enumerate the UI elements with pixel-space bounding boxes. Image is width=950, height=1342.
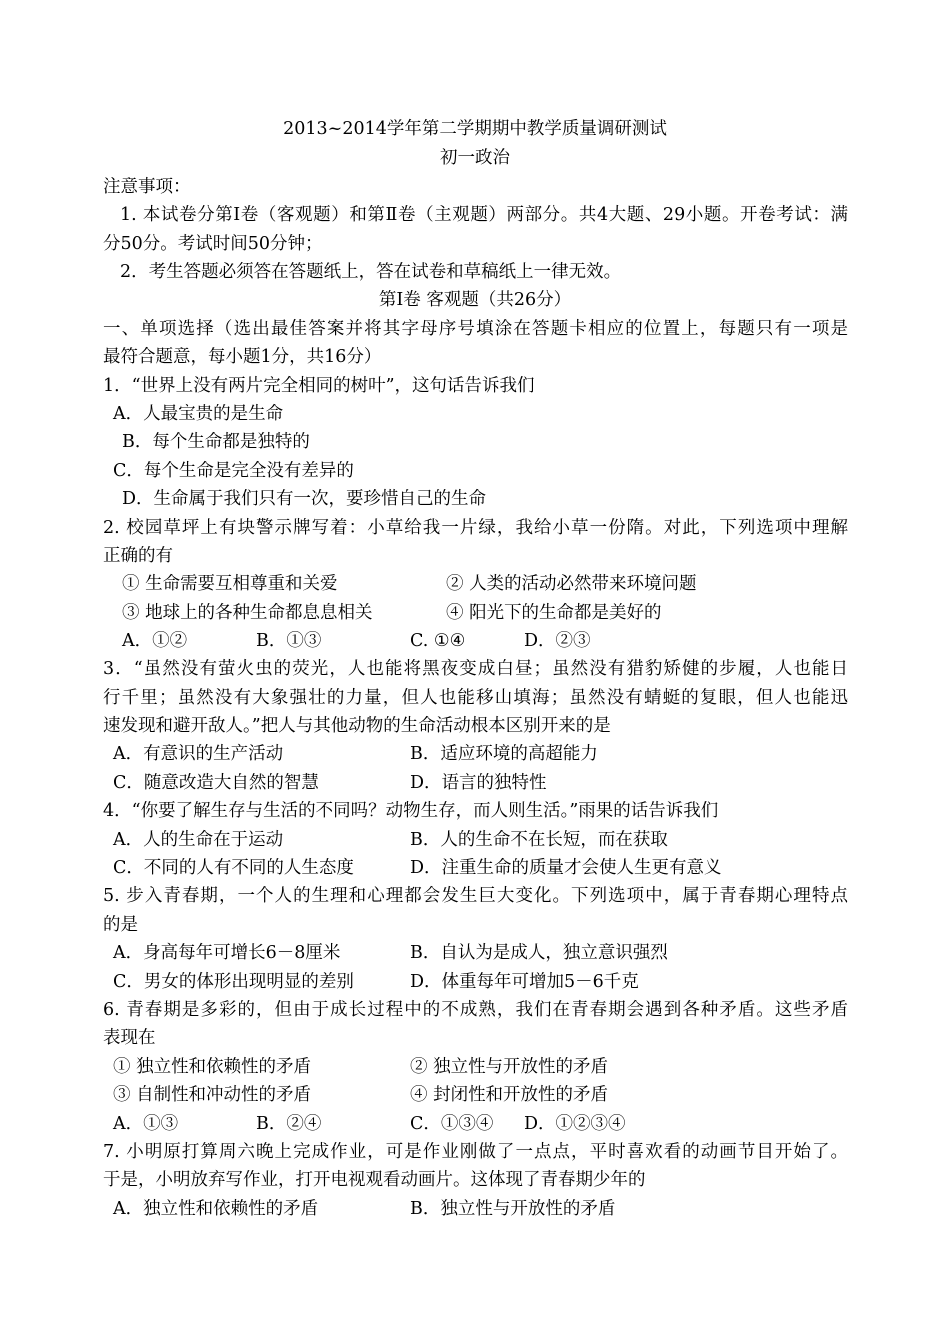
question-1-stem: 1．“世界上没有两片完全相同的树叶”，这句话告诉我们 (103, 376, 535, 396)
question-6-stem-line-1: 6. 青春期是多彩的，但由于成长过程中的不成熟，我们在青春期会遇到各种矛盾。这些矛盾 (103, 1000, 848, 1020)
question-5-option-b: B．自认为是成人，独立意识强烈 (410, 943, 668, 963)
section-1-instructions-line-1: 一、单项选择（选出最佳答案并将其字母序号填涂在答题卡相应的位置上，每题只有一项是 (103, 319, 848, 339)
question-5-option-c: C．男女的体形出现明显的差别 (113, 972, 354, 992)
question-6-option-c: C．①③④ (410, 1114, 494, 1134)
question-2-statement-3: ③ 地球上的各种生命都息息相关 (122, 603, 373, 623)
section-1-instructions-line-2: 最符合题意，每小题1分，共16分） (103, 347, 382, 367)
question-4-stem: 4．“你要了解生存与生活的不同吗？动物生存，而人则生活。”雨果的话告诉我们 (103, 801, 719, 821)
exam-title: 2013~2014学年第二学期期中教学质量调研测试 (283, 119, 667, 139)
question-1-option-c: C．每个生命是完全没有差异的 (113, 461, 354, 481)
exam-subject: 初一政治 (440, 148, 510, 168)
notes-item-1-line-1: 1. 本试卷分第Ⅰ卷（客观题）和第Ⅱ卷（主观题）两部分。共4大题、29小题。开卷考试：满 (120, 205, 848, 225)
question-6-statement-4: ④ 封闭性和开放性的矛盾 (410, 1085, 609, 1105)
question-7-option-b: B．独立性与开放性的矛盾 (410, 1199, 616, 1219)
question-6-statement-2: ② 独立性与开放性的矛盾 (410, 1057, 609, 1077)
question-3-option-a: A．有意识的生产活动 (113, 744, 284, 764)
question-5-option-d: D．体重每年可增加5－6千克 (410, 972, 639, 992)
question-6-stem-line-2: 表现在 (103, 1028, 156, 1048)
question-6-statement-1: ① 独立性和依赖性的矛盾 (113, 1057, 312, 1077)
question-6-option-d: D．①②③④ (524, 1114, 626, 1134)
question-5-stem-line-1: 5. 步入青春期，一个人的生理和心理都会发生巨大变化。下列选项中，属于青春期心理特点 (103, 886, 848, 906)
question-6-statement-3: ③ 自制性和冲动性的矛盾 (113, 1085, 312, 1105)
question-7-stem-line-2: 于是，小明放弃写作业，打开电视观看动画片。这体现了青春期少年的 (103, 1170, 646, 1190)
question-3-stem-line-2: 行千里；虽然没有大象强壮的力量，但人也能移山填海；虽然没有蜻蜓的复眼，但人也能迅 (103, 688, 848, 708)
question-4-option-c: C．不同的人有不同的人生态度 (113, 858, 354, 878)
section-1-title: 第Ⅰ卷 客观题（共26分） (378, 290, 572, 310)
question-4-option-a: A．人的生命在于运动 (113, 830, 284, 850)
question-2-option-b: B．①③ (256, 631, 322, 651)
notes-item-2: 2．考生答题必须答在答题纸上，答在试卷和草稿纸上一律无效。 (120, 262, 622, 282)
question-2-statement-2: ② 人类的活动必然带来环境问题 (446, 574, 697, 594)
question-6-option-b: B．②④ (256, 1114, 322, 1134)
question-1-option-a: A．人最宝贵的是生命 (113, 404, 284, 424)
question-3-stem-line-1: 3．“虽然没有萤火虫的荧光，人也能将黑夜变成白昼；虽然没有猎豹矫健的步履，人也能日 (103, 659, 848, 679)
question-2-statement-1: ① 生命需要互相尊重和关爱 (122, 574, 338, 594)
question-1-option-b: B．每个生命都是独特的 (122, 432, 310, 452)
notes-heading: 注意事项： (103, 177, 191, 197)
question-7-option-a: A．独立性和依赖性的矛盾 (113, 1199, 319, 1219)
question-3-option-d: D．语言的独特性 (410, 773, 547, 793)
question-3-option-b: B．适应环境的高超能力 (410, 744, 598, 764)
question-2-option-c: C. ①④ (410, 631, 466, 651)
question-3-option-c: C．随意改造大自然的智慧 (113, 773, 319, 793)
question-2-stem-line-2: 正确的有 (103, 546, 173, 566)
question-4-option-d: D．注重生命的质量才会使人生更有意义 (410, 858, 722, 878)
notes-item-1-line-2: 分50分。考试时间50分钟； (103, 234, 323, 254)
question-2-statement-4: ④ 阳光下的生命都是美好的 (446, 603, 662, 623)
question-2-option-d: D．②③ (524, 631, 591, 651)
question-2-stem-line-1: 2. 校园草坪上有块警示牌写着：小草给我一片绿，我给小草一份隋。对此，下列选项中理解 (103, 518, 848, 538)
question-5-option-a: A．身高每年可增长6－8厘米 (113, 943, 341, 963)
question-5-stem-line-2: 的是 (103, 915, 138, 935)
question-1-option-d: D．生命属于我们只有一次，要珍惜自己的生命 (122, 489, 487, 509)
question-4-option-b: B．人的生命不在长短，而在获取 (410, 830, 668, 850)
question-3-stem-line-3: 速发现和避开敌人。”把人与其他动物的生命活动根本区别开来的是 (103, 716, 611, 736)
question-2-option-a: A．①② (122, 631, 188, 651)
question-7-stem-line-1: 7. 小明原打算周六晚上完成作业，可是作业刚做了一点点，平时喜欢看的动画节目开始了。 (103, 1142, 848, 1162)
question-6-option-a: A．①③ (113, 1114, 179, 1134)
